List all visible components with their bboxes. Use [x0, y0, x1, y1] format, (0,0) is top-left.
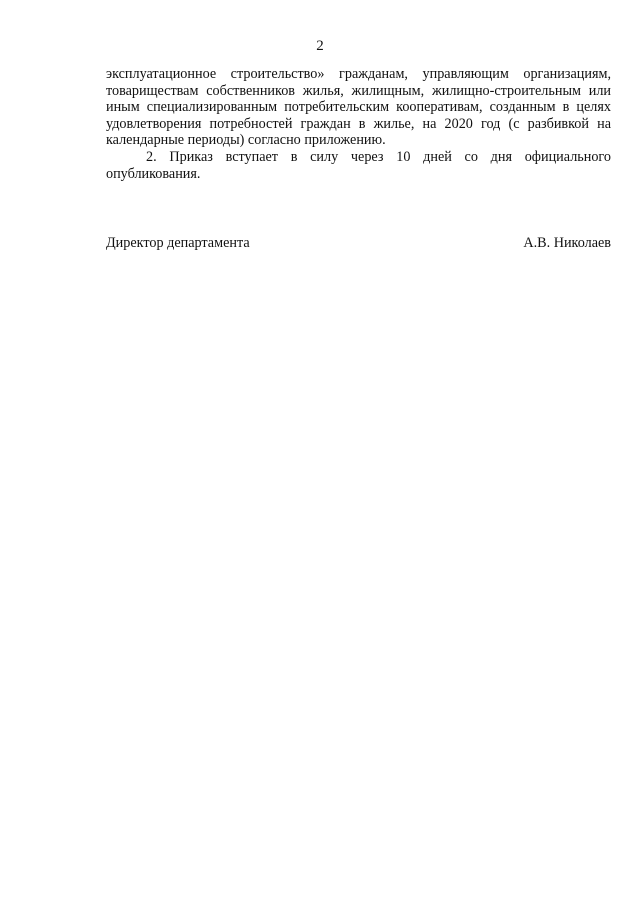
page-number: 2 [316, 38, 324, 54]
signatory-name: А.В. Николаев [523, 235, 611, 251]
signatory-position: Директор департамента [106, 235, 250, 251]
document-body [106, 66, 611, 182]
paragraph-effective-date: 2. Приказ вступает в силу через 10 дней со дня официального опубликования. [106, 148, 611, 182]
paragraph-continuation: эксплуатационное строительство» гражданам, управляющим организациям, товариществам собственников жилья, жилищным, жилищно-строительным или иным специализированным потребительским кооперативам, созданным в целях удовлетворения потребностей граждан в жилье, на 2020 год (с разбивкой на календарные периоды) согласно приложению. [106, 66, 611, 149]
signature-block [106, 235, 611, 252]
